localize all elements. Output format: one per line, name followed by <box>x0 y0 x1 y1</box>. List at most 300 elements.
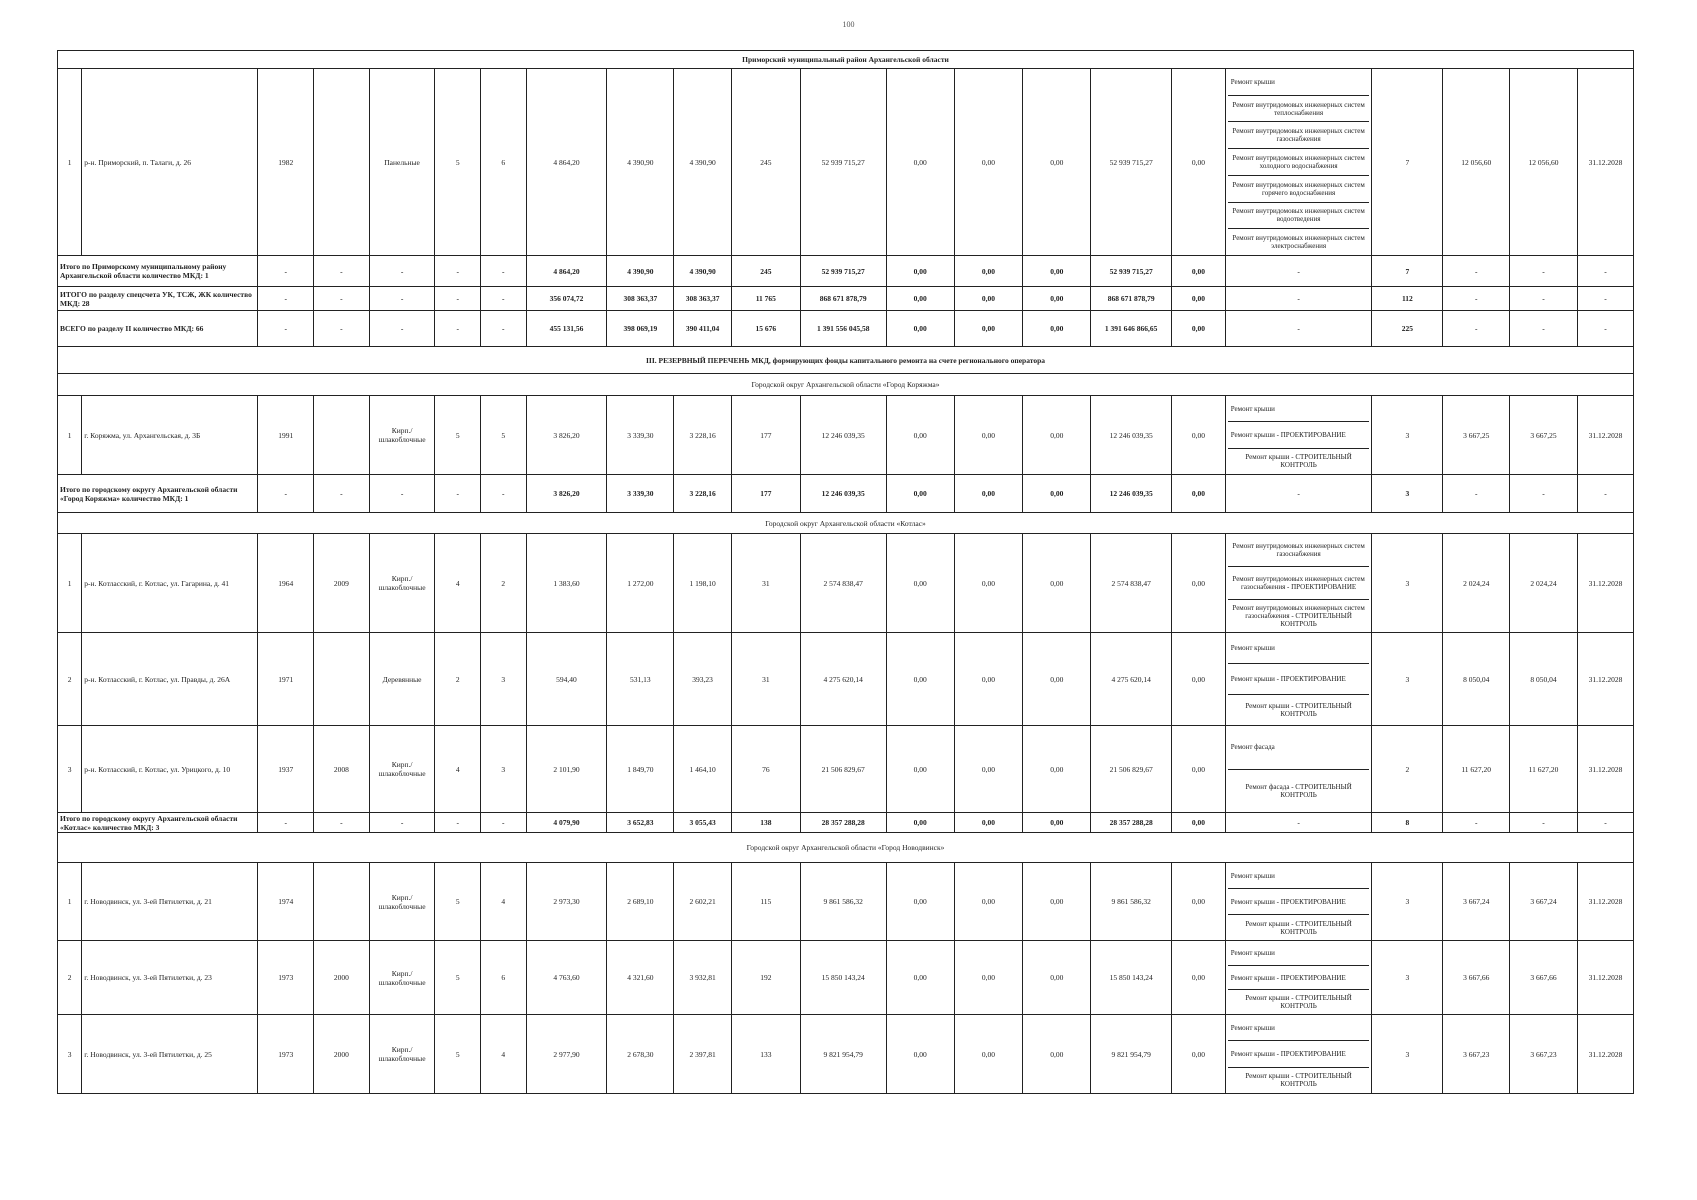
cell-residents: 245 <box>731 256 800 287</box>
cell-date: 31.12.2028 <box>1577 726 1633 813</box>
dash-cell: - <box>435 311 481 347</box>
cell-area-b: 1 198,10 <box>674 534 732 633</box>
work-item: Ремонт крыши - ПРОЕКТИРОВАНИЕ <box>1228 889 1370 915</box>
cell-year: 1971 <box>258 633 314 726</box>
cell-c4: 0,00 <box>1172 1015 1226 1094</box>
cell-date: 31.12.2028 <box>1577 863 1633 941</box>
cell-year: 1964 <box>258 534 314 633</box>
dash-cell: - <box>1577 311 1633 347</box>
works-list <box>1228 1015 1370 1093</box>
cell-u1: 3 667,25 <box>1443 396 1510 475</box>
works-cell <box>1225 941 1372 1015</box>
cell-residents: 177 <box>731 396 800 475</box>
cell-entrances: 2 <box>480 534 526 633</box>
cell-no: 2 <box>58 633 82 726</box>
cell-year2 <box>314 633 370 726</box>
cell-cost-total: 21 506 829,67 <box>800 726 886 813</box>
cell-n: 225 <box>1372 311 1443 347</box>
cell-n: 112 <box>1372 287 1443 311</box>
dash-cell: - <box>369 311 435 347</box>
dash-cell: - <box>1443 475 1510 513</box>
cell-floors: 5 <box>435 69 481 256</box>
cell-c4: 0,00 <box>1172 396 1226 475</box>
work-item: Ремонт крыши - СТРОИТЕЛЬНЫЙ КОНТРОЛЬ <box>1245 702 1352 718</box>
cell-c3: 0,00 <box>1023 287 1091 311</box>
cell-cost-own: 52 939 715,27 <box>1091 256 1172 287</box>
cell-u2: 2 024,24 <box>1510 534 1578 633</box>
work-item: Ремонт крыши <box>1228 396 1370 422</box>
cell-cost-own: 12 246 039,35 <box>1091 475 1172 513</box>
dash-cell: - <box>435 475 481 513</box>
cell-cost-total: 15 850 143,24 <box>800 941 886 1015</box>
cell-address: р-н. Приморский, п. Талаги, д. 26 <box>82 69 258 256</box>
cell-cost-total: 9 861 586,32 <box>800 863 886 941</box>
cell-area-a: 3 339,30 <box>607 396 674 475</box>
cell-floors: 2 <box>435 633 481 726</box>
dash-cell: - <box>258 287 314 311</box>
works-cell <box>1225 396 1372 475</box>
cell-floors: 5 <box>435 396 481 475</box>
dash-cell: - <box>1510 475 1578 513</box>
cell-area-b: 308 363,37 <box>674 287 732 311</box>
total-label: Итого по городскому округу Архангельской области «Котлас» количество МКД: 3 <box>58 813 258 833</box>
cell-c2: 0,00 <box>954 534 1023 633</box>
dash-cell: - <box>1443 256 1510 287</box>
work-item: Ремонт крыши <box>1228 69 1370 96</box>
cell-n: 3 <box>1372 1015 1443 1094</box>
dash-cell: - <box>1443 813 1510 833</box>
dash-cell: - <box>1443 287 1510 311</box>
cell-cost-own: 21 506 829,67 <box>1091 726 1172 813</box>
cell-residents: 115 <box>731 863 800 941</box>
cell-area-total: 3 826,20 <box>526 396 607 475</box>
cell-year2: 2000 <box>314 941 370 1015</box>
work-item: Ремонт внутридомовых инженерных систем газоснабжения <box>1228 122 1370 149</box>
cell-area-b: 4 390,90 <box>674 256 732 287</box>
cell-c2: 0,00 <box>954 311 1023 347</box>
cell-c1: 0,00 <box>886 813 954 833</box>
cell-area-a: 1 849,70 <box>607 726 674 813</box>
cell-c4: 0,00 <box>1172 534 1226 633</box>
dash-cell: - <box>1443 311 1510 347</box>
work-item: Ремонт внутридомовых инженерных систем электроснабжения <box>1232 234 1365 251</box>
cell-material: Панельные <box>369 69 435 256</box>
cell-c2: 0,00 <box>954 863 1023 941</box>
cell-year: 1973 <box>258 1015 314 1094</box>
cell-area-b: 3 932,81 <box>674 941 732 1015</box>
dash-cell: - <box>258 813 314 833</box>
cell-residents: 11 765 <box>731 287 800 311</box>
cell-year2 <box>314 396 370 475</box>
dash-cell: - <box>258 256 314 287</box>
cell-area-total: 594,40 <box>526 633 607 726</box>
dash-cell: - <box>258 475 314 513</box>
cell-cost-total: 4 275 620,14 <box>800 633 886 726</box>
group-header: III. РЕЗЕРВНЫЙ ПЕРЕЧЕНЬ МКД, формирующих фонды капитального ремонта на счете регионального оператора <box>58 347 1634 374</box>
cell-area-total: 1 383,60 <box>526 534 607 633</box>
cell-material: Деревянные <box>369 633 435 726</box>
work-item: Ремонт крыши - СТРОИТЕЛЬНЫЙ КОНТРОЛЬ <box>1245 453 1352 470</box>
cell-entrances: 3 <box>480 633 526 726</box>
cell-date: 31.12.2028 <box>1577 534 1633 633</box>
cell-material: Кирп./ шлакоблочные <box>369 396 435 475</box>
cell-c1: 0,00 <box>886 726 954 813</box>
cell-c3: 0,00 <box>1023 941 1091 1015</box>
cell-u1: 12 056,60 <box>1443 69 1510 256</box>
work-item: Ремонт внутридомовых инженерных систем теплоснабжения <box>1228 96 1370 123</box>
works-list <box>1228 633 1370 725</box>
cell-cost-total: 52 939 715,27 <box>800 69 886 256</box>
cell-u1: 3 667,23 <box>1443 1015 1510 1094</box>
works-list <box>1228 69 1370 255</box>
cell-residents: 31 <box>731 633 800 726</box>
cell-cost-own: 52 939 715,27 <box>1091 69 1172 256</box>
cell-c1: 0,00 <box>886 863 954 941</box>
cell-area-b: 393,23 <box>674 633 732 726</box>
group-header-row <box>58 513 1634 534</box>
cell-c4: 0,00 <box>1172 726 1226 813</box>
cell-area-b: 4 390,90 <box>674 69 732 256</box>
group-header-row <box>58 347 1634 374</box>
cell-u2: 11 627,20 <box>1510 726 1578 813</box>
cell-area-total: 2 973,30 <box>526 863 607 941</box>
cell-entrances: 6 <box>480 941 526 1015</box>
cell-cost-own: 9 861 586,32 <box>1091 863 1172 941</box>
cell-residents: 177 <box>731 475 800 513</box>
cell-cost-own: 28 357 288,28 <box>1091 813 1172 833</box>
cell-area-total: 4 763,60 <box>526 941 607 1015</box>
works-cell <box>1225 69 1372 256</box>
house-row <box>58 941 1634 1015</box>
group-header-row <box>58 374 1634 396</box>
dash-cell: - <box>1577 256 1633 287</box>
dash-cell: - <box>314 287 370 311</box>
work-item: Ремонт крыши - ПРОЕКТИРОВАНИЕ <box>1228 422 1370 448</box>
cell-address: г. Коряжма, ул. Архангельская, д. 3Б <box>82 396 258 475</box>
cell-area-b: 1 464,10 <box>674 726 732 813</box>
cell-c2: 0,00 <box>954 633 1023 726</box>
cell-residents: 15 676 <box>731 311 800 347</box>
cell-cost-own: 15 850 143,24 <box>1091 941 1172 1015</box>
cell-residents: 138 <box>731 813 800 833</box>
cell-c3: 0,00 <box>1023 534 1091 633</box>
cell-no: 3 <box>58 726 82 813</box>
work-item: Ремонт крыши - ПРОЕКТИРОВАНИЕ <box>1228 966 1370 991</box>
dash-cell: - <box>314 475 370 513</box>
cell-u1: 8 050,04 <box>1443 633 1510 726</box>
works-list <box>1228 726 1370 812</box>
cell-cost-total: 2 574 838,47 <box>800 534 886 633</box>
cell-year: 1982 <box>258 69 314 256</box>
work-item: Ремонт крыши - СТРОИТЕЛЬНЫЙ КОНТРОЛЬ <box>1245 994 1352 1011</box>
cell-area-a: 2 678,30 <box>607 1015 674 1094</box>
dash-cell: - <box>480 311 526 347</box>
cell-date: 31.12.2028 <box>1577 69 1633 256</box>
cell-n: 3 <box>1372 534 1443 633</box>
cell-date: 31.12.2028 <box>1577 396 1633 475</box>
cell-year2: 2000 <box>314 1015 370 1094</box>
total-row <box>58 256 1634 287</box>
cell-c2: 0,00 <box>954 813 1023 833</box>
cell-u2: 3 667,66 <box>1510 941 1578 1015</box>
work-item: Ремонт фасада - СТРОИТЕЛЬНЫЙ КОНТРОЛЬ <box>1245 782 1352 799</box>
cell-area-a: 2 689,10 <box>607 863 674 941</box>
cell-floors: 4 <box>435 534 481 633</box>
cell-area-b: 390 411,04 <box>674 311 732 347</box>
cell-c2: 0,00 <box>954 256 1023 287</box>
work-item: Ремонт внутридомовых инженерных систем холодного водоснабжения <box>1228 149 1370 176</box>
cell-area-b: 2 397,81 <box>674 1015 732 1094</box>
cell-n: 3 <box>1372 633 1443 726</box>
cell-residents: 192 <box>731 941 800 1015</box>
dash-cell: - <box>1577 813 1633 833</box>
cell-address: р-н. Котласский, г. Котлас, ул. Правды, д. 26А <box>82 633 258 726</box>
total-label: Итого по Приморскому муниципальному району Архангельской области количество МКД: 1 <box>58 256 258 287</box>
page-number: 100 <box>842 20 855 29</box>
cell-no: 1 <box>58 863 82 941</box>
cell-c2: 0,00 <box>954 396 1023 475</box>
works-cell <box>1225 534 1372 633</box>
cell-year: 1973 <box>258 941 314 1015</box>
works-list <box>1228 396 1370 474</box>
cell-c3: 0,00 <box>1023 396 1091 475</box>
cell-year2: 2009 <box>314 534 370 633</box>
cell-area-a: 531,13 <box>607 633 674 726</box>
cell-cost-own: 9 821 954,79 <box>1091 1015 1172 1094</box>
cell-u1: 3 667,66 <box>1443 941 1510 1015</box>
dash-cell: - <box>1510 813 1578 833</box>
house-row <box>58 1015 1634 1094</box>
total-row <box>58 475 1634 513</box>
cell-material: Кирп./ шлакоблочные <box>369 534 435 633</box>
works-cell <box>1225 726 1372 813</box>
cell-c3: 0,00 <box>1023 311 1091 347</box>
cell-u1: 2 024,24 <box>1443 534 1510 633</box>
dash-cell: - <box>1225 311 1372 347</box>
cell-area-total: 2 977,90 <box>526 1015 607 1094</box>
cell-area-a: 1 272,00 <box>607 534 674 633</box>
cell-address: р-н. Котласский, г. Котлас, ул. Урицкого, д. 10 <box>82 726 258 813</box>
cell-residents: 31 <box>731 534 800 633</box>
dash-cell: - <box>1577 287 1633 311</box>
cell-c2: 0,00 <box>954 475 1023 513</box>
work-item: Ремонт внутридомовых инженерных систем газоснабжения - СТРОИТЕЛЬНЫЙ КОНТРОЛЬ <box>1232 604 1365 628</box>
cell-c2: 0,00 <box>954 1015 1023 1094</box>
house-row <box>58 863 1634 941</box>
cell-c2: 0,00 <box>954 69 1023 256</box>
cell-c1: 0,00 <box>886 534 954 633</box>
cell-cost-total: 12 246 039,35 <box>800 475 886 513</box>
cell-cost-own: 12 246 039,35 <box>1091 396 1172 475</box>
cell-n: 3 <box>1372 396 1443 475</box>
dash-cell: - <box>480 475 526 513</box>
work-item: Ремонт внутридомовых инженерных систем водоотведения <box>1228 203 1370 230</box>
cell-entrances: 4 <box>480 863 526 941</box>
group-header: Городской округ Архангельской области «Котлас» <box>58 513 1634 534</box>
works-cell <box>1225 1015 1372 1094</box>
cell-cost-own: 868 671 878,79 <box>1091 287 1172 311</box>
total-label: Итого по городскому округу Архангельской области «Город Коряжма» количество МКД: 1 <box>58 475 258 513</box>
cell-c2: 0,00 <box>954 941 1023 1015</box>
cell-floors: 4 <box>435 726 481 813</box>
work-item: Ремонт крыши - ПРОЕКТИРОВАНИЕ <box>1228 664 1370 695</box>
cell-area-a: 4 390,90 <box>607 69 674 256</box>
dash-cell: - <box>1225 813 1372 833</box>
work-item: Ремонт крыши - ПРОЕКТИРОВАНИЕ <box>1228 1041 1370 1067</box>
cell-c3: 0,00 <box>1023 726 1091 813</box>
cell-c3: 0,00 <box>1023 863 1091 941</box>
cell-residents: 133 <box>731 1015 800 1094</box>
cell-n: 3 <box>1372 863 1443 941</box>
cell-area-a: 3 652,83 <box>607 813 674 833</box>
work-item: Ремонт крыши - СТРОИТЕЛЬНЫЙ КОНТРОЛЬ <box>1245 919 1352 936</box>
cell-u1: 3 667,24 <box>1443 863 1510 941</box>
cell-c3: 0,00 <box>1023 813 1091 833</box>
cell-cost-own: 1 391 646 866,65 <box>1091 311 1172 347</box>
dash-cell: - <box>435 813 481 833</box>
dash-cell: - <box>369 475 435 513</box>
total-label: ВСЕГО по разделу II количество МКД: 66 <box>58 311 258 347</box>
cell-date: 31.12.2028 <box>1577 941 1633 1015</box>
house-row <box>58 534 1634 633</box>
dash-cell: - <box>314 813 370 833</box>
dash-cell: - <box>480 256 526 287</box>
cell-c4: 0,00 <box>1172 287 1226 311</box>
work-item: Ремонт фасада <box>1228 726 1370 770</box>
cell-c4: 0,00 <box>1172 633 1226 726</box>
cell-c2: 0,00 <box>954 287 1023 311</box>
dash-cell: - <box>1577 475 1633 513</box>
total-row <box>58 287 1634 311</box>
cell-date: 31.12.2028 <box>1577 1015 1633 1094</box>
cell-c4: 0,00 <box>1172 813 1226 833</box>
cell-area-total: 356 074,72 <box>526 287 607 311</box>
cell-c1: 0,00 <box>886 287 954 311</box>
cell-area-total: 4 864,20 <box>526 256 607 287</box>
cell-u2: 12 056,60 <box>1510 69 1578 256</box>
dash-cell: - <box>369 287 435 311</box>
cell-c4: 0,00 <box>1172 311 1226 347</box>
dash-cell: - <box>1225 475 1372 513</box>
group-header: Городской округ Архангельской области «Город Новодвинск» <box>58 833 1634 863</box>
group-header: Приморский муниципальный район Архангельской области <box>58 51 1634 69</box>
cell-entrances: 3 <box>480 726 526 813</box>
cell-area-a: 398 069,19 <box>607 311 674 347</box>
cell-c1: 0,00 <box>886 396 954 475</box>
cell-c1: 0,00 <box>886 69 954 256</box>
cell-u2: 3 667,24 <box>1510 863 1578 941</box>
cell-c1: 0,00 <box>886 311 954 347</box>
cell-n: 3 <box>1372 475 1443 513</box>
cell-c3: 0,00 <box>1023 69 1091 256</box>
cell-material: Кирп./ шлакоблочные <box>369 1015 435 1094</box>
cell-floors: 5 <box>435 941 481 1015</box>
cell-no: 3 <box>58 1015 82 1094</box>
cell-area-b: 3 055,43 <box>674 813 732 833</box>
cell-c1: 0,00 <box>886 1015 954 1094</box>
cell-address: г. Новодвинск, ул. 3-ей Пятилетки, д. 21 <box>82 863 258 941</box>
works-cell <box>1225 863 1372 941</box>
cell-area-b: 3 228,16 <box>674 396 732 475</box>
works-list <box>1228 863 1370 940</box>
cell-cost-total: 52 939 715,27 <box>800 256 886 287</box>
cell-c1: 0,00 <box>886 475 954 513</box>
cell-year: 1937 <box>258 726 314 813</box>
dash-cell: - <box>314 311 370 347</box>
cell-c2: 0,00 <box>954 726 1023 813</box>
cell-n: 8 <box>1372 813 1443 833</box>
work-item: Ремонт внутридомовых инженерных систем газоснабжения - ПРОЕКТИРОВАНИЕ <box>1228 567 1370 600</box>
house-row <box>58 726 1634 813</box>
cell-n: 7 <box>1372 256 1443 287</box>
dash-cell: - <box>258 311 314 347</box>
dash-cell: - <box>1225 287 1372 311</box>
cell-address: г. Новодвинск, ул. 3-ей Пятилетки, д. 25 <box>82 1015 258 1094</box>
cell-area-total: 455 131,56 <box>526 311 607 347</box>
group-header-row <box>58 51 1634 69</box>
cell-c3: 0,00 <box>1023 475 1091 513</box>
cell-n: 7 <box>1372 69 1443 256</box>
cell-address: г. Новодвинск, ул. 3-ей Пятилетки, д. 23 <box>82 941 258 1015</box>
cell-c3: 0,00 <box>1023 256 1091 287</box>
cell-date: 31.12.2028 <box>1577 633 1633 726</box>
cell-c3: 0,00 <box>1023 633 1091 726</box>
cell-c1: 0,00 <box>886 941 954 1015</box>
dash-cell: - <box>480 287 526 311</box>
cell-u2: 3 667,23 <box>1510 1015 1578 1094</box>
cell-residents: 76 <box>731 726 800 813</box>
cell-c4: 0,00 <box>1172 69 1226 256</box>
cell-area-a: 4 321,60 <box>607 941 674 1015</box>
dash-cell: - <box>1510 287 1578 311</box>
dash-cell: - <box>1510 311 1578 347</box>
cell-area-total: 4 864,20 <box>526 69 607 256</box>
cell-u2: 8 050,04 <box>1510 633 1578 726</box>
works-cell <box>1225 633 1372 726</box>
cell-area-total: 4 079,90 <box>526 813 607 833</box>
dash-cell: - <box>1225 256 1372 287</box>
cell-area-a: 3 339,30 <box>607 475 674 513</box>
cell-cost-total: 12 246 039,35 <box>800 396 886 475</box>
works-list <box>1228 534 1370 632</box>
cell-year: 1974 <box>258 863 314 941</box>
cell-u1: 11 627,20 <box>1443 726 1510 813</box>
dash-cell: - <box>314 256 370 287</box>
work-item: Ремонт крыши <box>1228 1015 1370 1041</box>
house-row <box>58 396 1634 475</box>
cell-c4: 0,00 <box>1172 256 1226 287</box>
house-row <box>58 69 1634 256</box>
cell-material: Кирп./ шлакоблочные <box>369 863 435 941</box>
cell-floors: 5 <box>435 863 481 941</box>
cell-cost-total: 28 357 288,28 <box>800 813 886 833</box>
cell-cost-total: 1 391 556 045,58 <box>800 311 886 347</box>
cell-area-b: 2 602,21 <box>674 863 732 941</box>
cell-area-a: 308 363,37 <box>607 287 674 311</box>
cell-no: 1 <box>58 69 82 256</box>
cell-address: р-н. Котласский, г. Котлас, ул. Гагарина, д. 41 <box>82 534 258 633</box>
work-item: Ремонт крыши <box>1228 633 1370 664</box>
cell-no: 1 <box>58 534 82 633</box>
work-item: Ремонт внутридомовых инженерных систем горячего водоснабжения <box>1228 176 1370 203</box>
cell-entrances: 6 <box>480 69 526 256</box>
cell-area-a: 4 390,90 <box>607 256 674 287</box>
cell-year2 <box>314 863 370 941</box>
cell-material: Кирп./ шлакоблочные <box>369 941 435 1015</box>
cell-entrances: 5 <box>480 396 526 475</box>
cell-c3: 0,00 <box>1023 1015 1091 1094</box>
cell-cost-own: 2 574 838,47 <box>1091 534 1172 633</box>
